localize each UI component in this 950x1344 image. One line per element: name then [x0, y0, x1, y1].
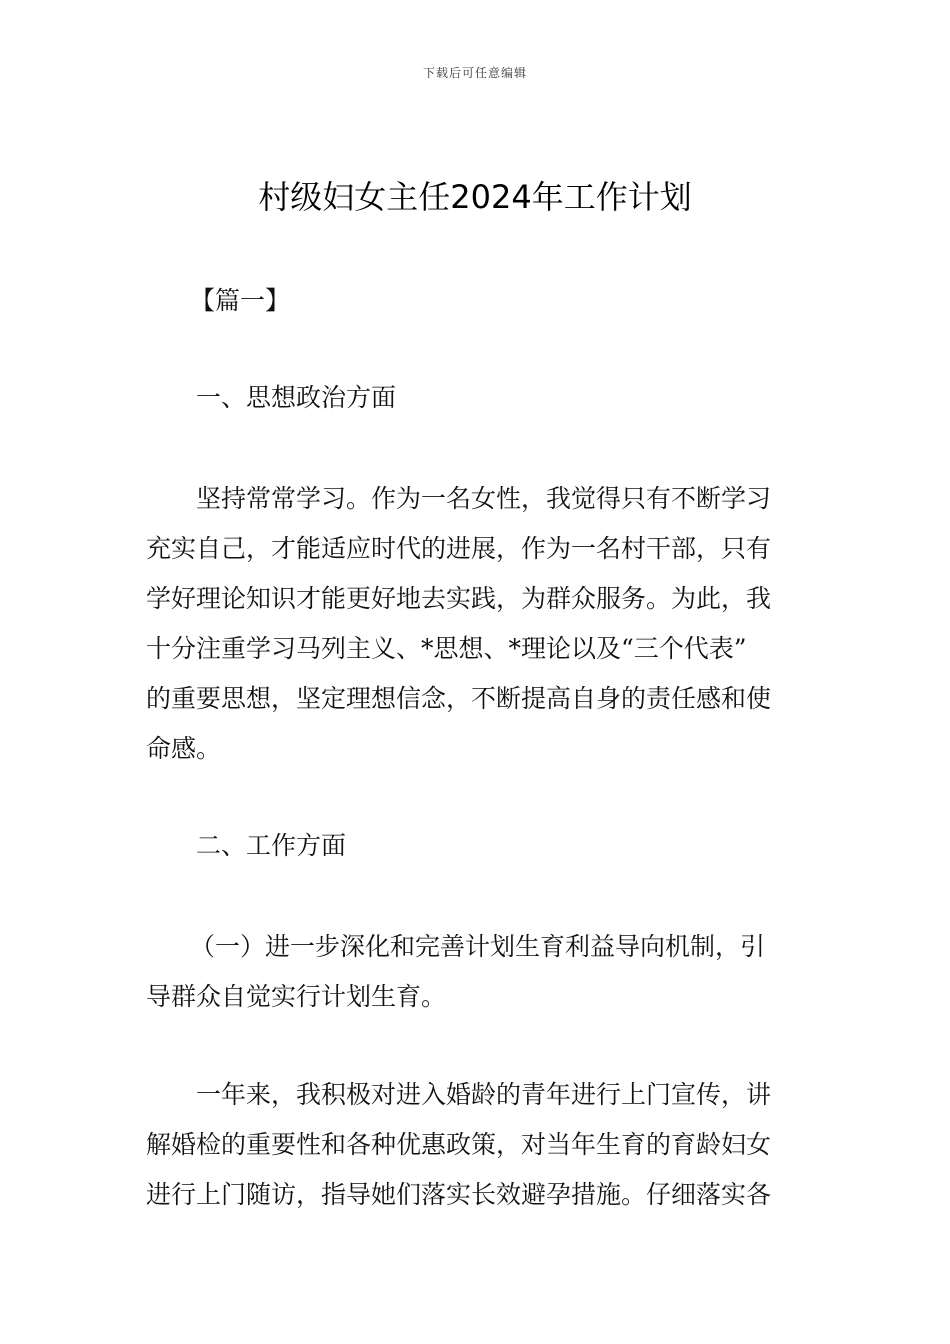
paragraph-line: 学好理论知识才能更好地去实践，为群众服务。为此，我	[146, 584, 772, 613]
paragraph-line: 坚持常常学习。作为一名女性，我觉得只有不断学习	[196, 484, 772, 513]
heading-work: 二、工作方面	[196, 831, 347, 860]
paragraph-line: 解婚检的重要性和各种优惠政策，对当年生育的育龄妇女	[146, 1130, 772, 1159]
section-tag: 【篇一】	[190, 286, 291, 315]
paragraph-line: 十分注重学习马列主义、*思想、*理论以及“三个代表”	[146, 634, 747, 663]
paragraph-line: 充实自己，才能适应时代的进展，作为一名村干部，只有	[146, 534, 772, 563]
header-note: 下载后可任意编辑	[422, 66, 527, 80]
subheading-line: 导群众自觉实行计划生育。	[146, 982, 447, 1011]
paragraph-line: 进行上门随访，指导她们落实长效避孕措施。仔细落实各	[146, 1180, 772, 1209]
subheading-line: （一）进一步深化和完善计划生育利益导向机制，引	[190, 932, 766, 961]
heading-ideology: 一、思想政治方面	[196, 383, 397, 412]
paragraph-line: 命感。	[146, 734, 222, 763]
paragraph-line: 的重要思想，坚定理想信念，不断提高自身的责任感和使	[146, 684, 772, 713]
paragraph-line: 一年来，我积极对进入婚龄的青年进行上门宣传，讲	[196, 1080, 772, 1109]
document-title: 村级妇女主任2024年工作计划	[258, 178, 692, 216]
